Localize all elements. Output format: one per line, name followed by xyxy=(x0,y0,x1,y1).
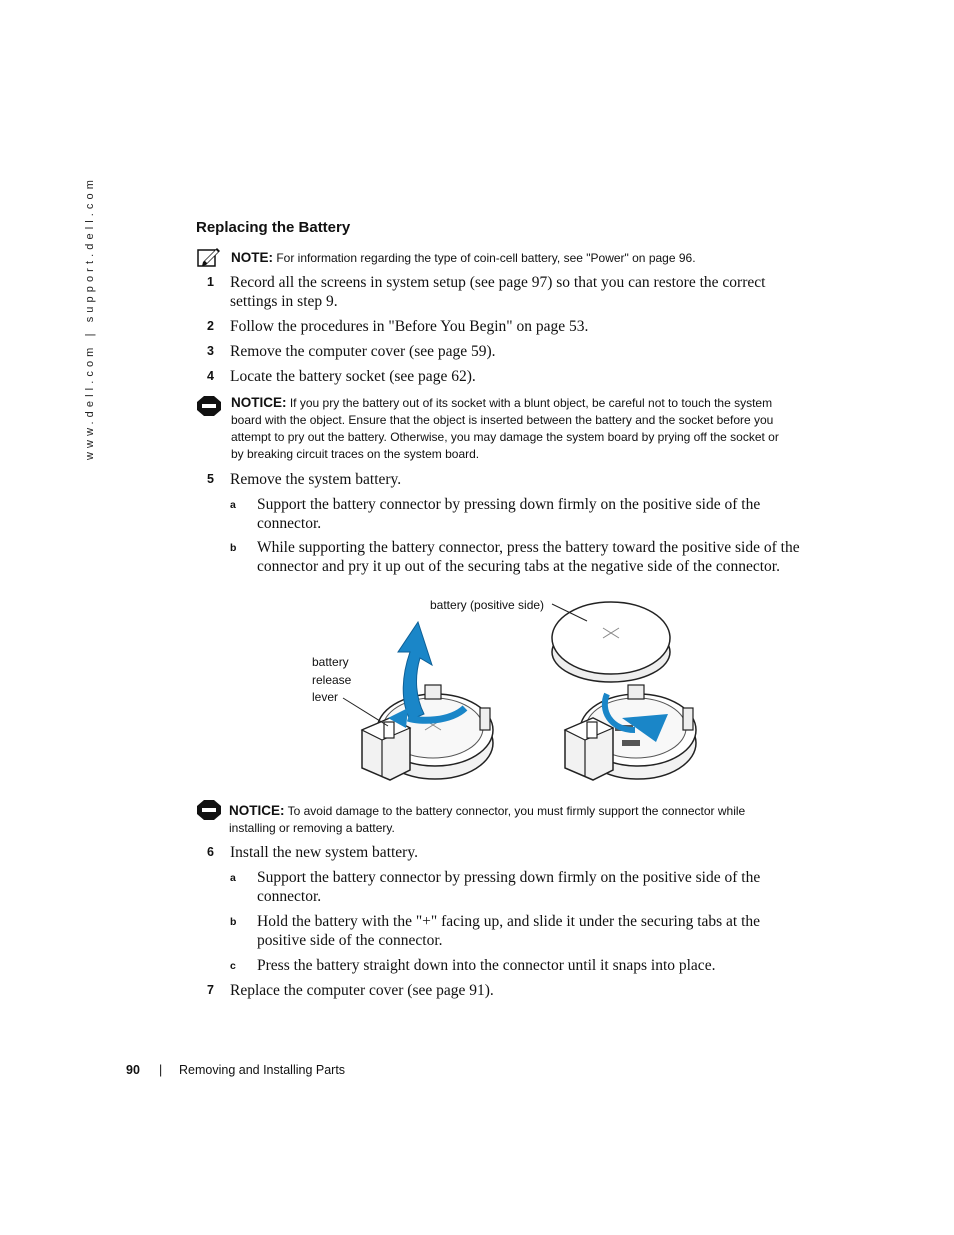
step-number: 5 xyxy=(207,472,214,486)
substep-letter: c xyxy=(230,960,236,972)
step-text: Install the new system battery. xyxy=(230,844,418,861)
notice-1 xyxy=(231,394,779,463)
left-battery-socket xyxy=(362,622,493,780)
substep-text xyxy=(257,868,760,906)
notice-label: NOTICE: xyxy=(231,395,287,410)
substep-line: connector and pry it up out of the securing tabs at the negative side of the connector. xyxy=(257,558,780,575)
step-text: Follow the procedures in "Before You Begin" on page 53. xyxy=(230,318,589,335)
substep-letter: b xyxy=(230,916,237,928)
label-lever-1: battery xyxy=(312,655,349,669)
label-lever-2: release xyxy=(312,673,352,687)
substep-text xyxy=(257,912,760,950)
side-url: www.dell.com | support.dell.com xyxy=(84,175,96,460)
note-label: NOTE: xyxy=(231,250,273,265)
substep-line: positive side of the connector. xyxy=(257,932,443,949)
step-line: Record all the screens in system setup (see page 97) so that you can restore the correct xyxy=(230,274,766,291)
notice-line: installing or removing a battery. xyxy=(229,821,395,835)
notice-icon xyxy=(197,800,221,820)
substep-letter: a xyxy=(230,872,236,884)
step-number: 3 xyxy=(207,344,214,358)
substep-text xyxy=(257,538,800,576)
note-1 xyxy=(231,249,696,267)
substep-letter: a xyxy=(230,499,236,511)
step-text xyxy=(230,273,765,311)
step-number: 6 xyxy=(207,845,214,859)
notice-line: by breaking circuit traces on the system board. xyxy=(231,447,480,461)
step-number: 7 xyxy=(207,983,214,997)
substep-line: While supporting the battery connector, press the battery toward the positive side of the xyxy=(257,539,800,556)
step-text: Remove the computer cover (see page 59). xyxy=(230,343,496,360)
step-number: 2 xyxy=(207,319,214,333)
substep-line: Support the battery connector by pressing down firmly on the positive side of the xyxy=(257,869,761,886)
step-number: 4 xyxy=(207,369,214,383)
notice-line: If you pry the battery out of its socket with a blunt object, be careful not to touch the system xyxy=(286,396,773,410)
notice-2 xyxy=(229,802,745,837)
right-battery-socket xyxy=(552,602,696,780)
label-battery-positive: battery (positive side) xyxy=(430,598,545,612)
substep-text xyxy=(257,495,760,533)
label-lever-3: lever xyxy=(312,690,339,704)
notice-line: To avoid damage to the battery connector, you must firmly support the connector while xyxy=(284,804,746,818)
notice-line: attempt to pry out the battery. Otherwise, you may damage the system board by prying off the socket or xyxy=(231,430,779,444)
substep-line: Hold the battery with the "+" facing up, and slide it under the securing tabs at the xyxy=(257,913,761,930)
step-number: 1 xyxy=(207,275,214,289)
note-text: For information regarding the type of coin-cell battery, see "Power" on page 96. xyxy=(273,251,696,265)
footer-separator: | xyxy=(159,1063,163,1077)
substep-line: connector. xyxy=(257,888,322,905)
section-title: Replacing the Battery xyxy=(196,219,351,236)
step-line: settings in step 9. xyxy=(230,293,338,310)
substep-line: connector. xyxy=(257,515,322,532)
step-text: Remove the system battery. xyxy=(230,471,402,488)
notice-line: board with the object. Ensure that the object is inserted between the battery and the socket before you xyxy=(231,413,774,427)
footer-section: Removing and Installing Parts xyxy=(179,1063,346,1077)
notice-icon xyxy=(197,396,221,416)
battery-figure xyxy=(300,590,720,790)
page-number: 90 xyxy=(126,1063,140,1077)
substep-text: Press the battery straight down into the connector until it snaps into place. xyxy=(257,957,716,974)
step-text: Replace the computer cover (see page 91). xyxy=(230,982,494,999)
substep-letter: b xyxy=(230,542,237,554)
notice-label: NOTICE: xyxy=(229,803,285,818)
substep-line: Support the battery connector by pressing down firmly on the positive side of the xyxy=(257,496,761,513)
step-text: Locate the battery socket (see page 62). xyxy=(230,368,476,385)
note-pencil-icon xyxy=(197,247,221,267)
